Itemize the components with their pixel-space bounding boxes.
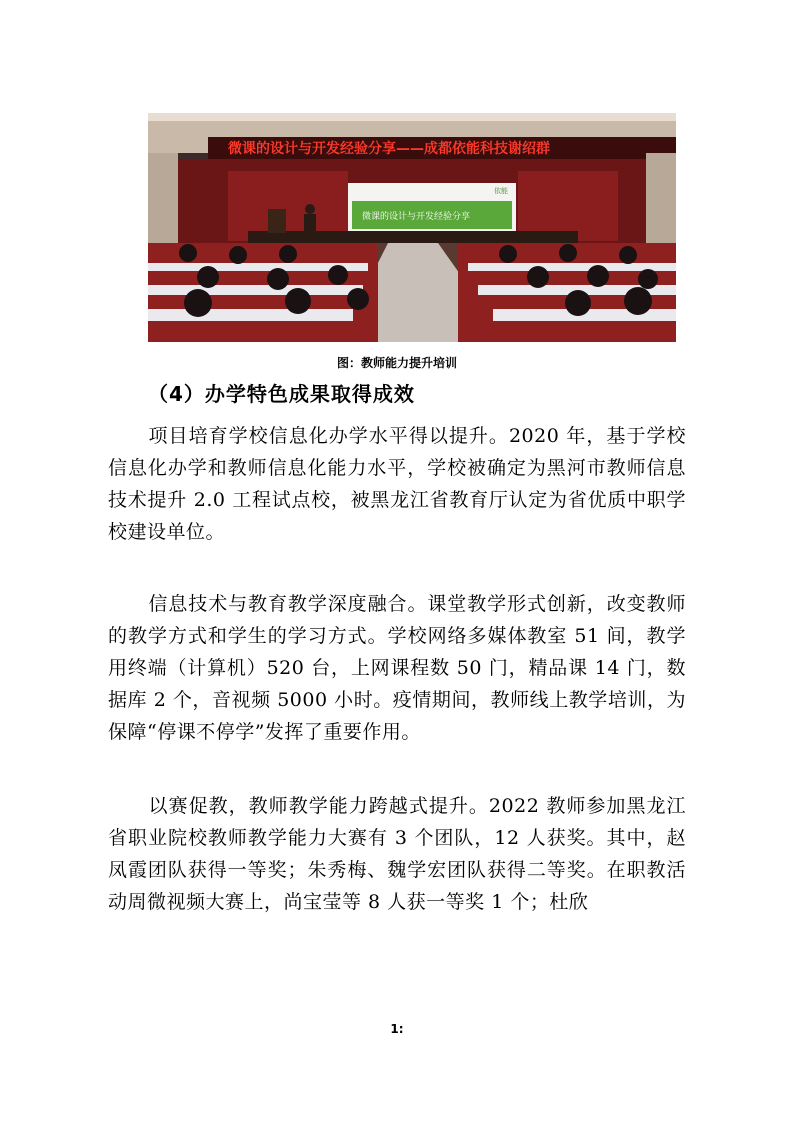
stage <box>248 231 578 245</box>
right-seating <box>458 243 676 342</box>
section-heading: （4）办学特色成果取得成效 <box>148 382 415 406</box>
page-number: 1: <box>390 1022 404 1036</box>
speaker-body <box>304 214 316 232</box>
ceiling-light <box>148 113 676 121</box>
paragraph <box>108 420 686 548</box>
paragraph <box>108 790 686 918</box>
podium <box>268 209 286 233</box>
training-photo-illustration <box>148 113 676 342</box>
left-window <box>148 153 178 253</box>
paragraph-text: 以赛促教，教师教学能力跨越式提升。2022 教师参加黑龙江省职业院校教师教学能力大赛有 3 个团队，12 人获奖。其中，赵凤霞团队获得一等奖；朱秀梅、魏学宏团队获得二等奖。在职教活动周微视频大赛上，尚宝莹等 8 人获一等奖 1 个；杜欣 <box>108 795 686 913</box>
left-curtain <box>228 171 348 241</box>
training-photo <box>148 113 676 342</box>
paragraph <box>108 588 686 748</box>
banner-text: 微课的设计与开发经验分享——成都依能科技谢绍群 <box>228 141 550 157</box>
screen-title: 微课的设计与开发经验分享 <box>362 212 471 222</box>
right-curtain <box>518 171 618 241</box>
speaker-head <box>305 204 315 214</box>
right-window <box>646 153 676 253</box>
paragraph-text: 项目培育学校信息化办学水平得以提升。2020 年，基于学校信息化办学和教师信息化能力水平，学校被确定为黑河市教师信息技术提升 2.0 工程试点校，被黑龙江省教育厅认定为省优质中职学校建设单位。 <box>108 425 686 543</box>
paragraph-text: 信息技术与教育教学深度融合。课堂教学形式创新，改变教师的教学方式和学生的学习方式。学校网络多媒体教室 51 间，教学用终端（计算机）520 台，上网课程数 50 门，精品课 14 门，数据库 2 个，音视频 5000 小时。疫情期间，教师线上教学培训，为保障“停课不停学”发挥了重要作用。 <box>108 593 686 743</box>
left-seating <box>148 243 378 342</box>
screen-logo: 依能 <box>494 187 508 195</box>
figure-caption: 图：教师能力提升培训 <box>336 356 457 370</box>
